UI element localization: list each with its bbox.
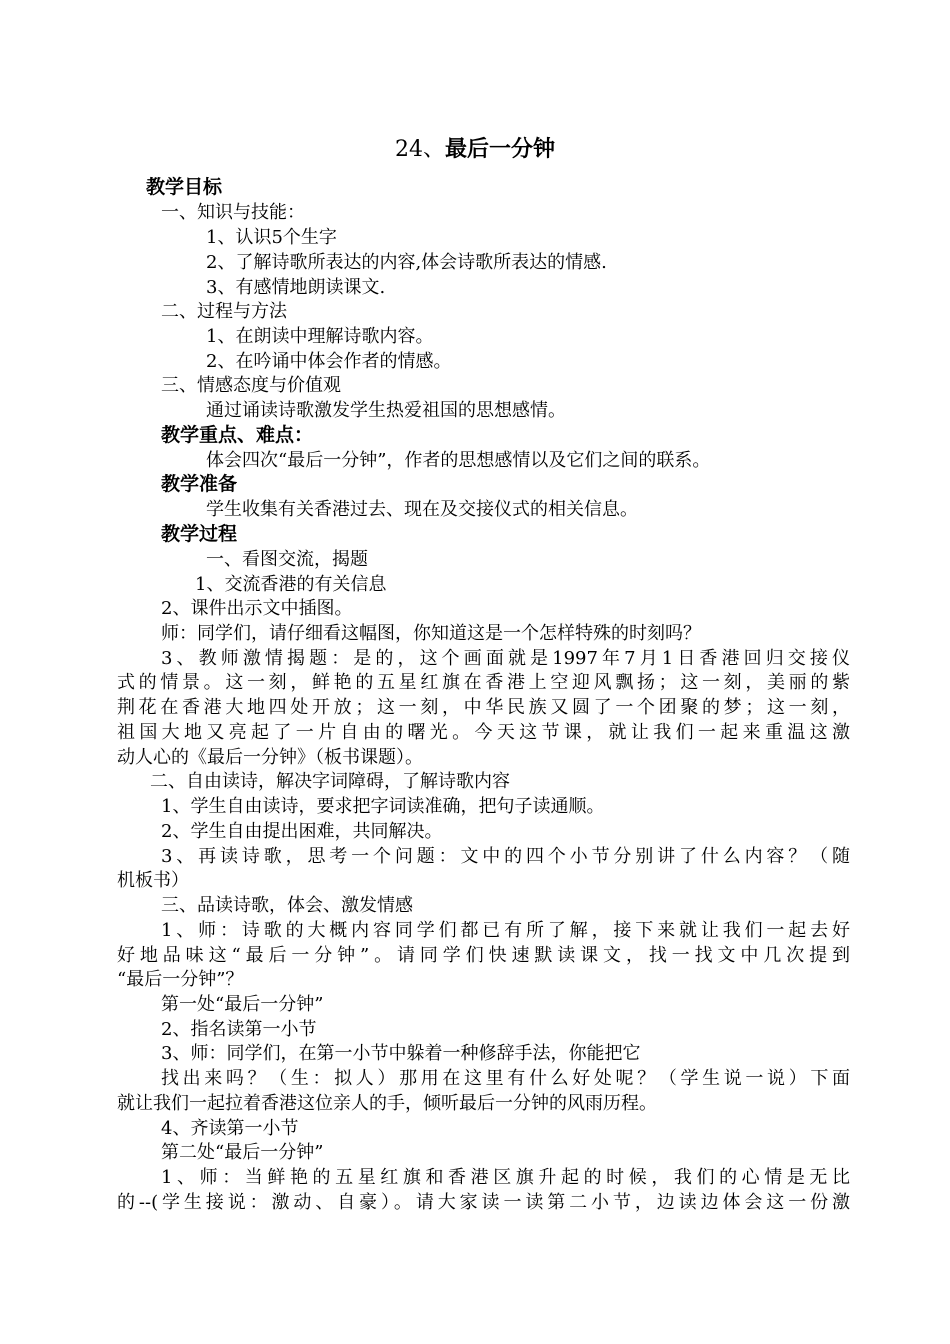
section-process-method: 二、过程与方法 xyxy=(161,301,287,322)
subsection-heading: 第一处“最后一分钟” xyxy=(161,994,324,1015)
goal-item: 1、在朗读中理解诗歌内容。 xyxy=(206,326,434,347)
paragraph-line: 师：同学们，请仔细看这幅图，你知道这是一个怎样特殊的时刻吗？ xyxy=(161,623,701,644)
heading-key-points: 教学重点、难点： xyxy=(161,424,314,446)
paragraph-line: 1、师：诗歌的大概内容同学们都已有所了解，接下来就让我们一起去好 xyxy=(161,920,850,941)
paragraph-line: “最后一分钟”？ xyxy=(117,969,244,990)
paragraph-line: 找出来吗？（生：拟人）那用在这里有什么好处呢？（学生说一说）下面 xyxy=(161,1068,850,1089)
paragraph-line: 2、指名读第一小节 xyxy=(161,1019,317,1040)
paragraph-line: 2、学生自由提出困难，共同解决。 xyxy=(161,821,443,842)
paragraph-line: 1、师：当鲜艳的五星红旗和香港区旗升起的时候，我们的心情是无比 xyxy=(161,1167,850,1188)
paragraph-line: 就让我们一起拉着香港这位亲人的手，倾听最后一分钟的风雨历程。 xyxy=(117,1093,657,1114)
goal-item: 3、有感情地朗读课文. xyxy=(206,277,386,298)
step-heading: 一、看图交流，揭题 xyxy=(206,549,368,570)
paragraph-line: 3、再读诗歌，思考一个问题：文中的四个小节分别讲了什么内容？（随 xyxy=(161,846,850,867)
paragraph-line: 1、交流香港的有关信息 xyxy=(195,574,387,595)
section-emotion-values: 三、情感态度与价值观 xyxy=(161,375,341,396)
paragraph-line: 3、教师激情揭题：是的，这个画面就是1997年7月1日香港回归交接仪 xyxy=(161,648,850,669)
step-heading: 二、自由读诗，解决字词障碍，了解诗歌内容 xyxy=(150,771,510,792)
goal-item: 2、在吟诵中体会作者的情感。 xyxy=(206,351,452,372)
paragraph-line: 机板书） xyxy=(117,870,189,891)
paragraph-line: 好地品味这“最后一分钟”。请同学们快速默读课文，找一找文中几次提到 xyxy=(117,945,850,966)
step-heading: 三、品读诗歌，体会、激发情感 xyxy=(161,895,413,916)
paragraph-line: 2、课件出示文中插图。 xyxy=(161,598,353,619)
paragraph-line: 祖国大地又亮起了一片自由的曙光。今天这节课，就让我们一起来重温这激 xyxy=(117,722,850,743)
goal-item: 2、了解诗歌所表达的内容,体会诗歌所表达的情感. xyxy=(206,252,607,273)
paragraph-line: 1、学生自由读诗，要求把字词读准确，把句子读通顺。 xyxy=(161,796,605,817)
paragraph-line: 体会四次“最后一分钟”，作者的思想感情以及它们之间的联系。 xyxy=(206,450,711,471)
paragraph-line: 的--(学生接说：激动、自豪）。请大家读一读第二小节，边读边体会这一份激 xyxy=(117,1192,850,1213)
paragraph-line: 4、齐读第一小节 xyxy=(161,1118,299,1139)
title-text: 最后一分钟 xyxy=(444,137,555,162)
page-title xyxy=(0,134,950,166)
paragraph-line: 学生收集有关香港过去、现在及交接仪式的相关信息。 xyxy=(206,499,638,520)
paragraph-line: 荆花在香港大地四处开放；这一刻，中华民族又圆了一个团聚的梦；这一刻， xyxy=(117,697,850,718)
paragraph-line: 动人心的《最后一分钟》（板书课题）。 xyxy=(117,747,423,768)
section-knowledge-skills: 一、知识与技能： xyxy=(161,202,305,223)
heading-teaching-goals: 教学目标 xyxy=(146,176,223,198)
title-number: 24、 xyxy=(394,137,445,162)
paragraph-line: 3、师：同学们，在第一小节中躲着一种修辞手法，你能把它 xyxy=(161,1043,641,1064)
heading-teaching-process: 教学过程 xyxy=(161,523,238,545)
paragraph-line: 式的情景。这一刻，鲜艳的五星红旗在香港上空迎风飘扬；这一刻，美丽的紫 xyxy=(117,672,850,693)
heading-preparation: 教学准备 xyxy=(161,473,238,495)
goal-item: 1、认识5个生字 xyxy=(206,227,337,248)
subsection-heading: 第二处“最后一分钟” xyxy=(161,1142,324,1163)
goal-item: 通过诵读诗歌激发学生热爱祖国的思想感情。 xyxy=(206,400,566,421)
